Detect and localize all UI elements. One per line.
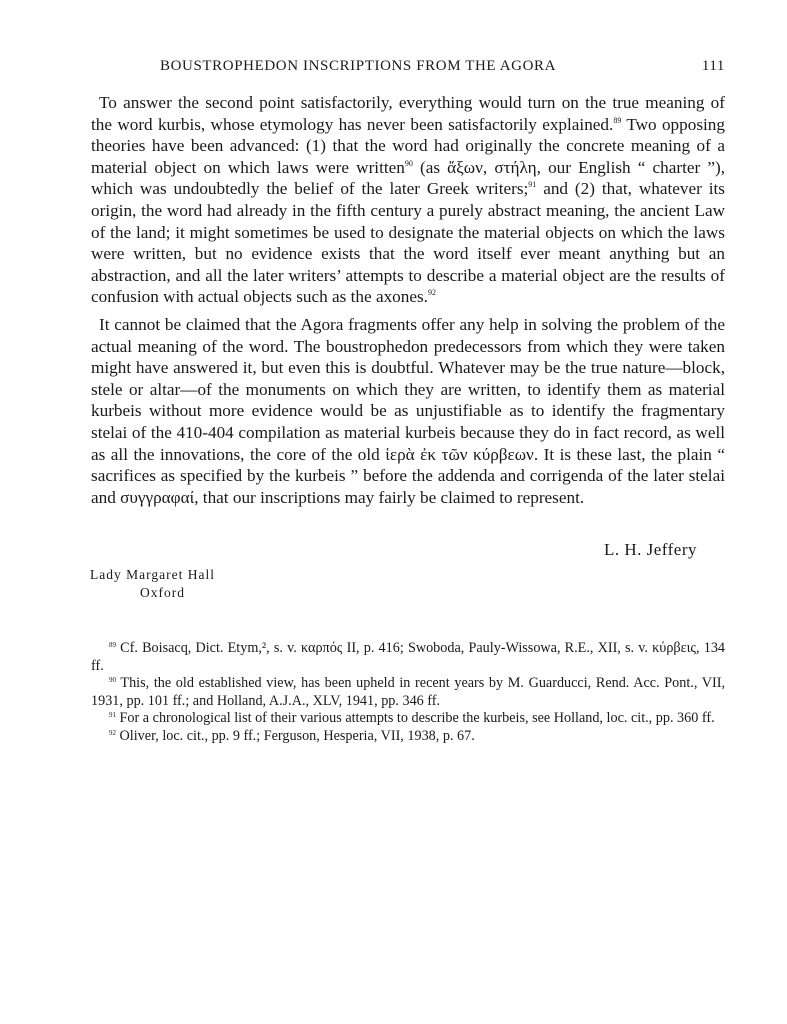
paragraph-2: It cannot be claimed that the Agora fragments offer any help in solving the problem of the actual meaning of the word. The boustrophedon predecessors from which they were taken might have answered it, but even this is doubtful. Whatever may be the true nature—block, stele or altar—of the monuments on which they are written, to identify them as material kurbeis without more evidence would be as unjustifiable as to identify the fragmentary stelai of the 410-404 compilation as material kurbeis because they do in fact record, as well as all the innovations, the core of the old ἱερὰ ἐκ τῶν κύρβεων. It is these last, the plain “ sacrifices as specified by the kurbeis ” before the addenda and corrigenda of the later stelai and συγγραφαί, that our inscriptions may fairly be claimed to represent.: [91, 314, 725, 507]
body-text: [91, 92, 725, 508]
footnote-text: For a chronological list of their various attempts to describe the kurbeis, see Holland, loc. cit., pp. 360 ff.: [119, 710, 715, 726]
paragraph-1: To answer the second point satisfactorily, everything would turn on the true meaning of the word kurbis, whose etymology has never been satisfactorily explained.$^{89}$ Two opposing theories have been advanced: (1) that the word had originally the concrete meaning of a material object on which laws were written$^{90}$ (as ἄξων, στήλη, our English “ charter ”), which was undoubtedly the belief of the later Greek writers;$^{91}$ and (2) that, whatever its origin, the word had already in the fifth century a purely abstract meaning, the ancient Law of the land; it might sometimes be used to designate the material objects on which the laws were written, but no evidence exists that the word itself ever meant anything but an abstraction, and all the later writers’ attempts to describe a material object are the results of confusion with actual objects such as the axones.$^{92}$: [91, 93, 725, 307]
footnote-ref-90[interactable]: 90: [404, 158, 413, 168]
footnote-90: [91, 675, 725, 710]
affiliation-line-1: Lady Margaret Hall: [90, 567, 215, 582]
page-number: 111: [701, 58, 725, 74]
footnote-number: 91: [109, 711, 116, 719]
running-title: BOUSTROPHEDON INSCRIPTIONS FROM THE AGORA: [160, 58, 557, 74]
footnote-ref-92[interactable]: 92: [427, 288, 436, 298]
footnote-number: 90: [109, 676, 116, 684]
footnote-ref-91[interactable]: 91: [528, 180, 537, 190]
affiliation-line-2: Oxford: [140, 585, 185, 600]
footnote-text: This, the old established view, has been upheld in recent years by M. Guarducci, Rend. Acc. Pont., VII, 1931, pp. 101 ff.; and Holland, A.J.A., XLV, 1941, pp. 346 ff.: [91, 675, 725, 709]
footnote-text: Oliver, loc. cit., pp. 9 ff.; Ferguson, Hesperia, VII, 1938, p. 67.: [119, 727, 475, 744]
author-affiliation: [90, 566, 215, 602]
footnote-91: [91, 710, 725, 728]
footnote-number: 92: [109, 728, 116, 737]
footnotes: [91, 640, 725, 745]
author-signature: L. H. Jeffery: [603, 540, 697, 559]
footnote-text: Cf. Boisacq, Dict. Etym,², s. v. καρπός II, p. 416; Swoboda, Pauly-Wissowa, R.E., XII, s. v. κύρβεις, 134 ff.: [91, 640, 726, 674]
footnote-92: [91, 728, 725, 746]
footnote-ref-89[interactable]: 89: [613, 115, 622, 125]
footnote-89: [91, 640, 725, 675]
footnote-number: 89: [109, 641, 116, 649]
